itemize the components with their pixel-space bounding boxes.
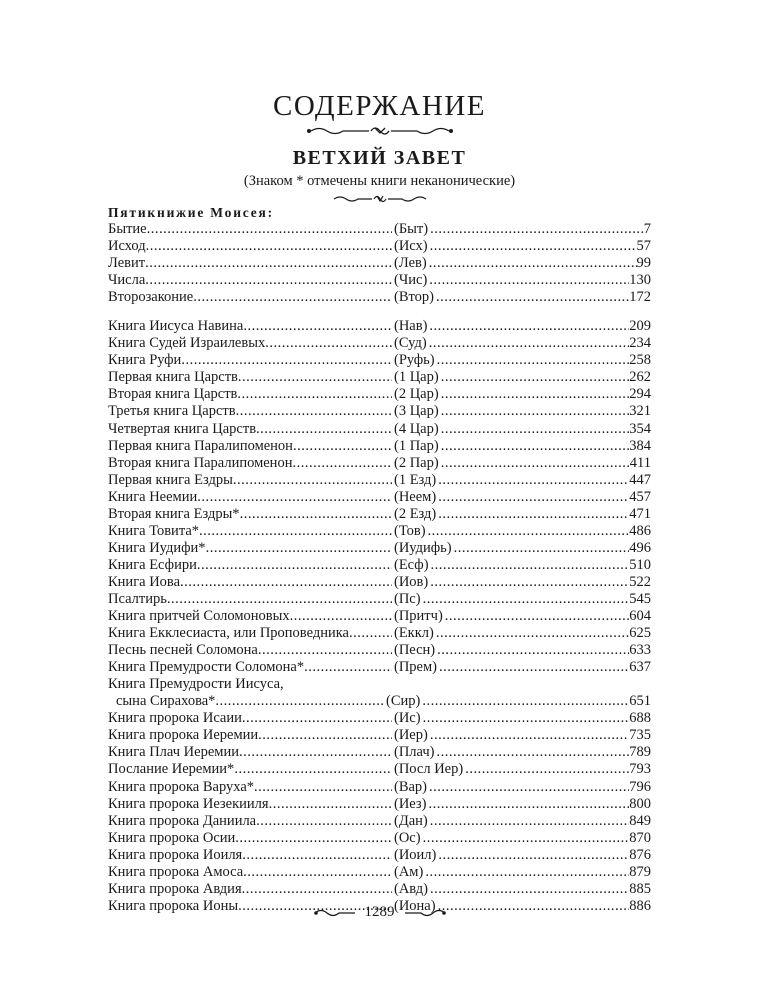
toc-entry-page: 7 <box>643 221 651 237</box>
left-ornament-icon <box>313 908 357 918</box>
dot-leader <box>430 221 644 238</box>
dot-leader <box>438 472 629 489</box>
toc-entry-title-line <box>108 676 651 693</box>
dot-leader <box>439 659 629 676</box>
dot-leader <box>436 625 629 642</box>
dot-leader <box>239 744 392 761</box>
title-ornament-icon <box>305 124 455 138</box>
toc-entry <box>108 796 651 813</box>
dot-leader <box>256 421 392 438</box>
toc-entry <box>108 881 651 898</box>
dot-leader <box>258 642 392 659</box>
toc-entry-name: Третья книга Царств <box>108 403 236 420</box>
page-title: СОДЕРЖАНИЕ <box>273 90 486 122</box>
toc-entry-name: Книга Иова <box>108 573 181 590</box>
toc-entry-name: Книга пророка Ионы <box>108 897 239 914</box>
dot-leader <box>290 608 392 625</box>
toc-entry-name: Второзаконие <box>108 289 194 306</box>
dot-leader <box>145 255 392 272</box>
dot-leader <box>349 625 392 642</box>
toc-entry-page: 294 <box>629 386 651 403</box>
toc-entry-abbreviation: (Неем) <box>394 488 437 505</box>
toc-entry-abbreviation: (Еккл) <box>394 625 434 642</box>
dot-leader <box>423 710 630 727</box>
dot-leader <box>146 238 392 255</box>
toc-entry <box>108 255 651 272</box>
toc-entry-abbreviation: (Лев) <box>394 255 427 272</box>
dot-leader <box>242 881 392 898</box>
dot-leader <box>181 352 392 369</box>
toc-entry-page: 384 <box>629 437 651 454</box>
toc-entry <box>108 369 651 386</box>
dot-leader <box>304 659 392 676</box>
toc-entry-page: 735 <box>629 727 651 744</box>
toc-entry <box>108 289 651 306</box>
dot-leader <box>254 779 392 796</box>
toc-entry-page: 879 <box>629 863 651 880</box>
toc-entry <box>108 761 651 778</box>
toc-entry-page: 800 <box>629 795 651 812</box>
toc-entry-page: 258 <box>629 352 651 369</box>
toc-entry-name: Книга пророка Даниила <box>108 812 257 829</box>
toc-entry-page: 796 <box>629 778 651 795</box>
dot-leader <box>243 318 392 335</box>
toc-entry <box>108 540 651 557</box>
toc-entry-name: Вторая книга Паралипоменон <box>108 454 293 471</box>
dot-leader <box>441 386 630 403</box>
dot-leader <box>242 847 392 864</box>
dot-leader <box>465 761 629 778</box>
toc-entry-name: Книга пророка Авдия <box>108 880 242 897</box>
toc-entries <box>108 221 651 915</box>
toc-entry-page: 130 <box>629 272 651 289</box>
toc-entry-page: 688 <box>629 710 651 727</box>
toc-entry-name: Книга Екклесиаста, или Проповедника <box>108 625 349 642</box>
toc-entry-page: 321 <box>629 403 651 420</box>
dot-leader <box>428 523 630 540</box>
dot-leader <box>145 272 392 289</box>
toc-entry-abbreviation: (Плач) <box>394 744 435 761</box>
toc-entry-page: 510 <box>629 556 651 573</box>
toc-entry-page: 457 <box>629 488 651 505</box>
toc-entry-page: 209 <box>629 318 651 335</box>
dot-leader <box>233 472 392 489</box>
toc-entry-page: 637 <box>629 659 651 676</box>
dot-leader <box>441 455 630 472</box>
toc-entry-page: 496 <box>629 539 651 556</box>
toc-entry <box>108 403 651 420</box>
toc-entry-page: 885 <box>629 880 651 897</box>
toc-entry-name: Первая книга Ездры <box>108 471 233 488</box>
toc-entry-abbreviation: (Быт) <box>394 221 429 237</box>
toc-entry-abbreviation: (Иудифь) <box>394 539 452 556</box>
dot-leader <box>429 318 629 335</box>
toc-entry-abbreviation: (Притч) <box>394 608 443 625</box>
dot-leader <box>430 881 629 898</box>
toc-entry-abbreviation: (Вар) <box>394 778 428 795</box>
dot-leader <box>438 506 629 523</box>
toc-entry-abbreviation: (Посл Иер) <box>394 761 464 778</box>
toc-entry-abbreviation: (2 Пар) <box>394 454 439 471</box>
toc-entry-abbreviation: (Дан) <box>394 812 428 829</box>
dot-leader <box>258 727 392 744</box>
toc-entry-page: 447 <box>629 471 651 488</box>
toc-entry-name: Вторая книга Ездры* <box>108 505 240 522</box>
toc-entry-name: Исход <box>108 238 146 255</box>
dot-leader <box>430 813 630 830</box>
toc-entry-page: 172 <box>629 289 651 306</box>
toc-entry <box>108 472 651 489</box>
toc-entry <box>108 574 651 591</box>
toc-entry-name: Книга Судей Израилевых <box>108 335 266 352</box>
dot-leader <box>429 779 629 796</box>
dot-leader <box>269 796 392 813</box>
dot-leader <box>423 830 630 847</box>
toc-entry-name: Книга Неемии <box>108 488 198 505</box>
toc-entry-page: 886 <box>629 897 651 914</box>
toc-entry <box>108 489 651 506</box>
toc-entry-name: Бытие <box>108 221 147 237</box>
toc-entry-abbreviation: (Иов) <box>394 573 429 590</box>
dot-leader <box>167 591 392 608</box>
dot-leader <box>265 335 392 352</box>
toc-entry-name: Книга пророка Иезекииля <box>108 795 269 812</box>
toc-entry-name: Первая книга Царств <box>108 369 238 386</box>
toc-entry-abbreviation: (Иез) <box>394 795 427 812</box>
toc-entry-abbreviation: (Сир) <box>386 693 421 710</box>
toc-entry <box>108 642 651 659</box>
toc-entry-name: Книга Есфири <box>108 556 197 573</box>
dot-leader <box>441 421 630 438</box>
toc-entry-abbreviation: (Прем) <box>394 659 437 676</box>
toc-entry-page: 876 <box>629 846 651 863</box>
toc-entry-page: 234 <box>629 335 651 352</box>
toc-entry-page: 625 <box>629 625 651 642</box>
toc-entry-name: Книга Премудрости Иисуса, <box>108 676 284 693</box>
dot-leader <box>430 727 629 744</box>
dot-leader <box>438 489 629 506</box>
toc-entry <box>108 455 651 472</box>
toc-entry-name: Книга Товита* <box>108 522 200 539</box>
dot-leader <box>429 335 630 352</box>
toc-entry-abbreviation: (Втор) <box>394 289 434 306</box>
dot-leader <box>292 455 392 472</box>
toc-entry-page: 471 <box>629 505 651 522</box>
page-number: 1289 <box>364 904 395 920</box>
toc-entry <box>108 238 651 255</box>
dot-leader <box>238 369 392 386</box>
toc-entry <box>108 659 651 676</box>
toc-entry-name: Книга Руфи <box>108 352 182 369</box>
toc-entry-abbreviation: (Ис) <box>394 710 421 727</box>
toc-entry-name: Числа <box>108 272 146 289</box>
toc-section-heading: Пятикнижие Моисея: <box>108 205 274 220</box>
right-ornament-icon <box>403 908 447 918</box>
toc-entry <box>108 221 651 238</box>
toc-entry-abbreviation: (Иоил) <box>394 846 437 863</box>
dot-leader <box>243 864 392 881</box>
toc-entry <box>108 557 651 574</box>
dot-leader <box>199 523 392 540</box>
section-title: ВЕТХИЙ ЗАВЕТ <box>292 147 467 169</box>
toc-entry-page: 870 <box>629 829 651 846</box>
dot-leader <box>240 506 392 523</box>
dot-leader <box>441 403 630 420</box>
toc-entry <box>108 779 651 796</box>
table-of-contents <box>108 204 651 915</box>
toc-entry <box>108 591 651 608</box>
note: (Знаком * отмечены книги неканонические) <box>243 173 516 189</box>
toc-entry-name: Книга пророка Исаии <box>108 710 242 727</box>
dot-leader <box>425 864 629 881</box>
toc-entry <box>108 693 651 710</box>
dot-leader <box>180 574 392 591</box>
toc-entry-name: Четвертая книга Царств <box>108 420 257 437</box>
toc-entry-name: Левит <box>108 255 146 272</box>
toc-entry-name: Книга пророка Иеремии <box>108 727 259 744</box>
toc-entry-name: Книга пророка Амоса <box>108 863 244 880</box>
toc-entry-page: 545 <box>629 590 651 607</box>
dot-leader <box>147 221 392 238</box>
dot-leader <box>430 238 637 255</box>
dot-leader <box>429 272 629 289</box>
toc-entry-abbreviation: (Ам) <box>394 863 424 880</box>
dot-leader <box>429 255 637 272</box>
toc-entry-name: Книга пророка Варуха* <box>108 778 255 795</box>
dot-leader <box>293 438 392 455</box>
toc-entry <box>108 352 651 369</box>
toc-entry <box>108 523 651 540</box>
toc-entry-name: Книга Плач Иеремии <box>108 744 239 761</box>
toc-entry <box>108 744 651 761</box>
toc-entry-page: 57 <box>636 238 651 255</box>
toc-entry-name: Книга пророка Иоиля <box>108 846 243 863</box>
toc-entry <box>108 864 651 881</box>
dot-leader <box>454 540 630 557</box>
toc-entry-name: Книга пророка Осии <box>108 829 236 846</box>
toc-entry-name: сына Сирахова* <box>116 693 216 710</box>
dot-leader <box>237 386 392 403</box>
dot-leader <box>430 574 629 591</box>
dot-leader <box>438 847 629 864</box>
toc-entry <box>108 625 651 642</box>
toc-entry-page: 633 <box>629 642 651 659</box>
toc-entry-name: Книга притчей Соломоновых <box>108 608 290 625</box>
toc-entry <box>108 318 651 335</box>
toc-entry-page: 354 <box>629 420 651 437</box>
toc-entry-abbreviation: (Чис) <box>394 272 428 289</box>
toc-entry-page: 486 <box>629 522 651 539</box>
toc-entry-name: Книга Иудифи* <box>108 539 206 556</box>
toc-entry <box>108 386 651 403</box>
toc-entry-abbreviation: (Суд) <box>394 335 427 352</box>
toc-entry-abbreviation: (2 Цар) <box>394 386 439 403</box>
toc-entry-abbreviation: (Иер) <box>394 727 428 744</box>
dot-leader <box>236 403 392 420</box>
dot-leader <box>437 642 629 659</box>
page-footer <box>0 904 759 921</box>
dot-leader <box>437 744 630 761</box>
toc-entry-abbreviation: (1 Цар) <box>394 369 439 386</box>
dot-leader <box>206 540 392 557</box>
toc-entry-page: 604 <box>629 608 651 625</box>
toc-entry-abbreviation: (3 Цар) <box>394 403 439 420</box>
dot-leader <box>423 591 630 608</box>
toc-entry <box>108 421 651 438</box>
dot-leader <box>422 693 629 710</box>
toc-entry <box>108 272 651 289</box>
toc-entry-abbreviation: (Есф) <box>394 556 429 573</box>
toc-entry-abbreviation: (Пс) <box>394 590 421 607</box>
toc-entry-page: 411 <box>629 454 651 471</box>
toc-entry-page: 789 <box>629 744 651 761</box>
toc-entry <box>108 710 651 727</box>
toc-entry-abbreviation: (1 Езд) <box>394 471 437 488</box>
toc-entry-page: 651 <box>629 693 651 710</box>
dot-leader <box>197 489 392 506</box>
toc-entry-abbreviation: (Иона) <box>394 897 436 914</box>
toc-entry-abbreviation: (4 Цар) <box>394 420 439 437</box>
toc-entry <box>108 335 651 352</box>
dot-leader <box>215 693 384 710</box>
toc-entry-abbreviation: (Руфь) <box>394 352 435 369</box>
dot-leader <box>235 830 392 847</box>
toc-entry-abbreviation: (Ос) <box>394 829 421 846</box>
toc-entry-abbreviation: (1 Пар) <box>394 437 439 454</box>
toc-entry-page: 262 <box>629 369 651 386</box>
toc-entry-name: Псалтирь <box>108 590 167 607</box>
toc-entry-abbreviation: (Тов) <box>394 522 426 539</box>
toc-entry-abbreviation: (Нав) <box>394 318 428 335</box>
toc-entry-abbreviation: (Авд) <box>394 880 428 897</box>
toc-entry <box>108 830 651 847</box>
toc-entry <box>108 506 651 523</box>
dot-leader <box>445 608 629 625</box>
dot-leader <box>431 557 630 574</box>
toc-entry-name: Книга Иисуса Навина <box>108 318 244 335</box>
toc-entry-name: Послание Иеремии* <box>108 761 235 778</box>
toc-entry-page: 849 <box>629 812 651 829</box>
dot-leader <box>256 813 392 830</box>
toc-entry-name: Песнь песней Соломона <box>108 642 258 659</box>
toc-entry <box>108 608 651 625</box>
toc-entry-abbreviation: (Исх) <box>394 238 428 255</box>
toc-entry-page: 522 <box>629 573 651 590</box>
dot-leader <box>441 438 630 455</box>
toc-entry-abbreviation: (Песн) <box>394 642 436 659</box>
dot-leader <box>441 369 630 386</box>
dot-leader <box>242 710 392 727</box>
toc-entry-page: 793 <box>629 761 651 778</box>
dot-leader <box>436 289 629 306</box>
toc-entry <box>108 813 651 830</box>
toc-entry-name: Вторая книга Царств <box>108 386 238 403</box>
dot-leader <box>197 557 392 574</box>
dot-leader <box>428 796 629 813</box>
toc-entry <box>108 727 651 744</box>
dot-leader <box>437 352 630 369</box>
dot-leader <box>234 761 392 778</box>
toc-entry <box>108 438 651 455</box>
toc-entry-abbreviation: (2 Езд) <box>394 505 437 522</box>
toc-entry-page: 99 <box>636 255 651 272</box>
toc-entry-name: Книга Премудрости Соломона* <box>108 659 305 676</box>
toc-entry-name: Первая книга Паралипоменон <box>108 437 293 454</box>
toc-entry <box>108 847 651 864</box>
dot-leader <box>193 289 392 306</box>
